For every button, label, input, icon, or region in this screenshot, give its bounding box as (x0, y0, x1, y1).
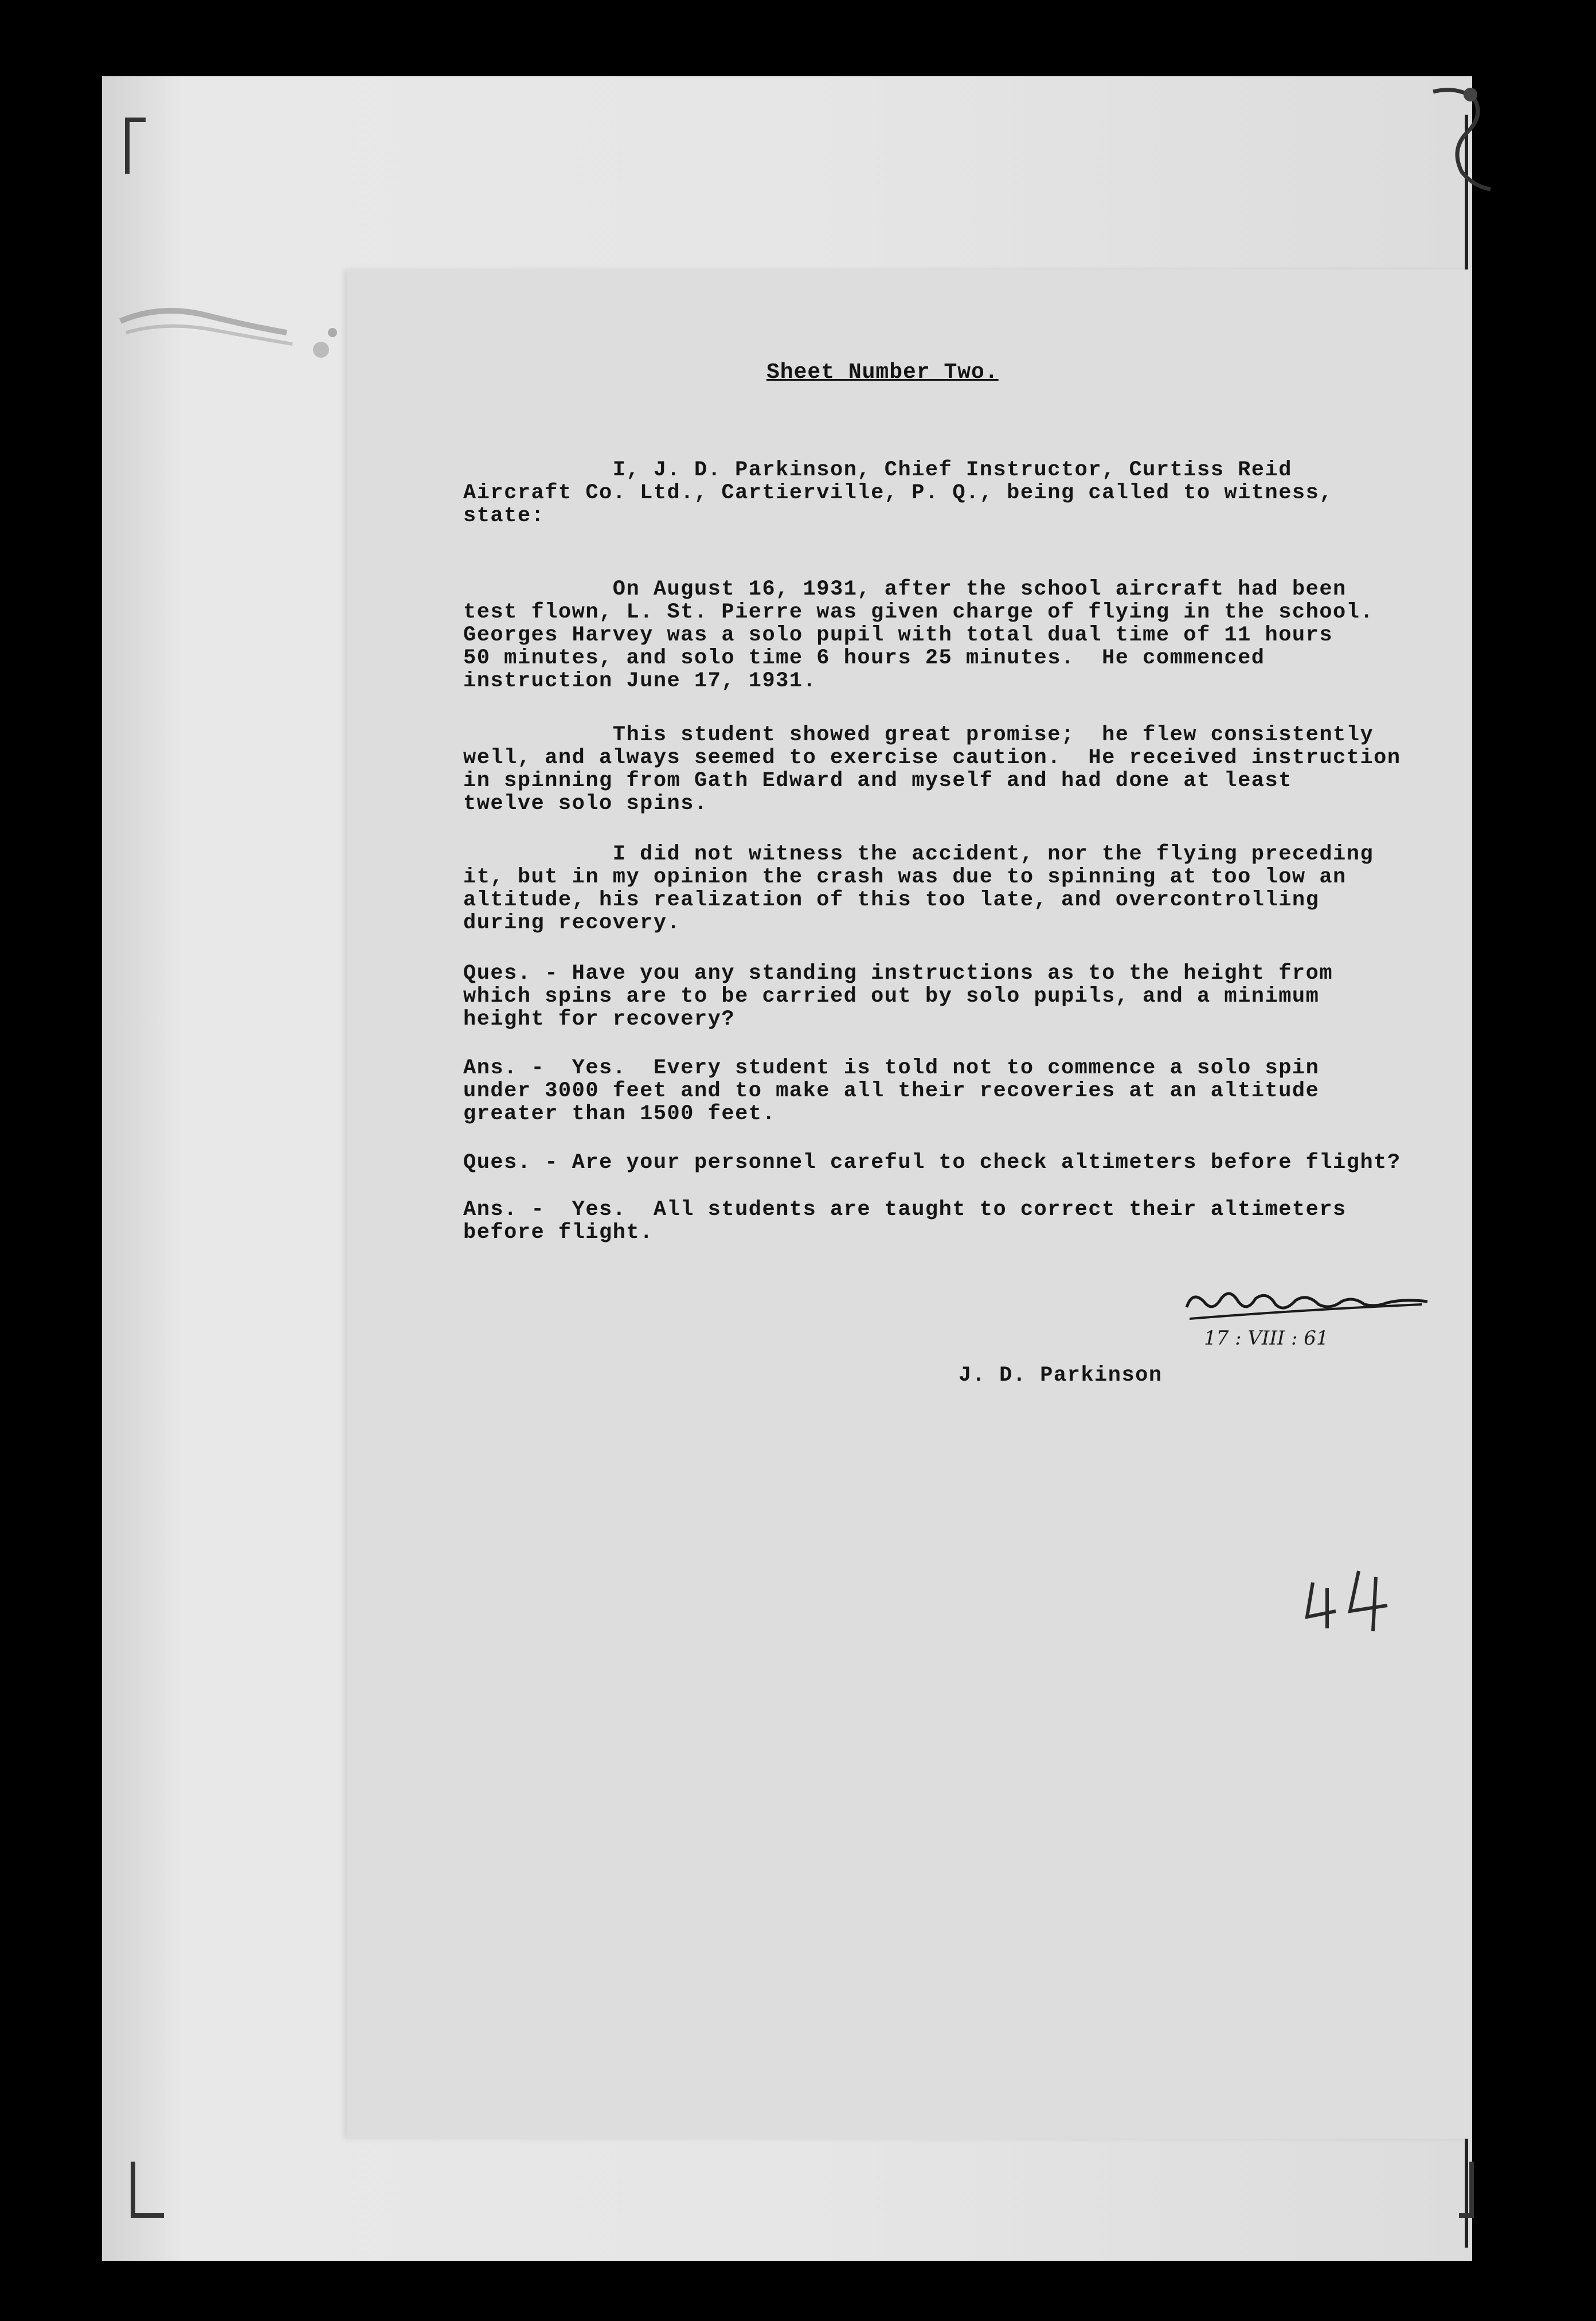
question-altimeters: Ques. - Are your personnel careful to check altimeters before flight? (463, 1151, 1401, 1175)
paragraph-flight-details: On August 16, 1931, after the school aircraft had been test flown, L. St. Pierre was given charge of flying in the school. Georges Harvey was a solo pupil with total dual time of 11 hours 50 minutes, and solo time 6 hours 25 minutes. He commenced instruction June 17, 1931. (463, 577, 1374, 693)
page-heading: Sheet Number Two. (766, 360, 999, 385)
answer-altimeters: Ans. - Yes. All students are taught to correct their altimeters before flight. (463, 1198, 1347, 1245)
handwritten-page-number-icon (1301, 1565, 1399, 1634)
handwritten-signature-icon (1181, 1279, 1433, 1353)
signer-name: J. D. Parkinson (959, 1363, 1163, 1388)
paragraph-student-record: This student showed great promise; he flew consistently well, and always seemed to exercise caution. He received instruction in spinning from Gath Edward and myself and had done at least twelve solo spins. (463, 723, 1401, 816)
corner-bracket-top-left (125, 118, 146, 174)
svg-text:17 : VIII : 61: 17 : VIII : 61 (1204, 1327, 1329, 1350)
binding-mark-icon (1416, 80, 1496, 195)
corner-bracket-bottom-left (131, 2162, 164, 2218)
answer-spin-instructions: Ans. - Yes. Every student is told not to commence a solo spin under 3000 feet and to make all their recoveries at an altitude greater than 1500 feet. (463, 1056, 1320, 1126)
paragraph-opinion: I did not witness the accident, nor the flying preceding it, but in my opinion the crash was due to spinning at too low an altitude, his realization of this too late, and overcontrolling during recovery. (463, 842, 1374, 935)
paragraph-witness-statement: I, J. D. Parkinson, Chief Instructor, Curtiss Reid Aircraft Co. Ltd., Cartierville, P. Q., being called to witness, state: (463, 458, 1333, 528)
question-spin-instructions: Ques. - Have you any standing instructions as to the height from which spins are to be carried out by solo pupils, and a minimum height for recovery? (463, 962, 1333, 1031)
corner-bracket-bottom-right (1459, 2162, 1474, 2218)
staple-mark-icon (115, 298, 355, 367)
